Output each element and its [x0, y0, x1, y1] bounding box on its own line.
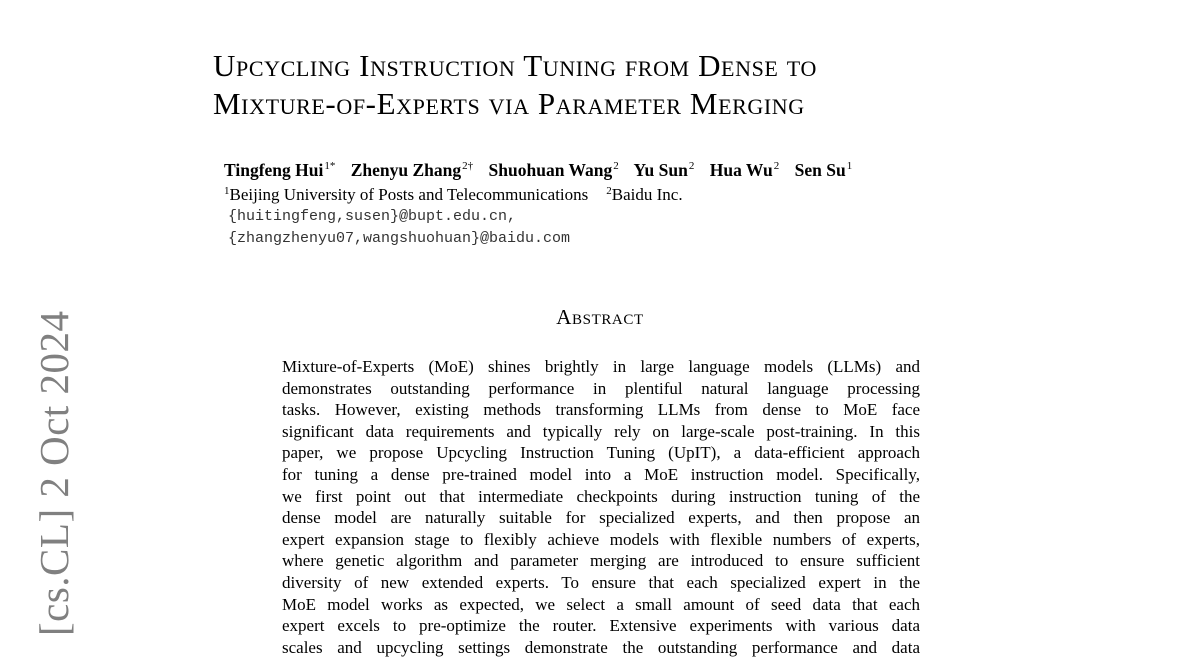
- author: Zhenyu Zhang$^{2\dagger}$: [350, 160, 474, 180]
- author-affiliation-mark: 1: [846, 160, 853, 172]
- affiliation-name: Beijing University of Posts and Telecommunications: [229, 185, 589, 204]
- author-list: [224, 160, 863, 181]
- abstract-heading: Abstract: [556, 305, 644, 329]
- abstract-body: [282, 356, 920, 658]
- author: Hua Wu$^2$: [709, 160, 780, 180]
- abstract-line: significant data requirements and typically rely on large-scale post-training. In this: [282, 421, 920, 441]
- abstract-line: expert expansion stage to flexibly achieve models with flexible numbers of experts,: [282, 529, 920, 549]
- author: Shuohuan Wang$^2$: [488, 160, 619, 180]
- abstract-line: demonstrates outstanding performance in plentiful natural language processing: [282, 378, 920, 398]
- paper-title: [213, 47, 817, 123]
- email-line: {zhangzhenyu07,wangshuohuan}@baidu.com: [228, 230, 571, 247]
- author: Tingfeng Hui$^{1*}$: [224, 160, 336, 180]
- email-line: {huitingfeng,susen}@bupt.edu.cn,: [228, 208, 517, 225]
- author-affiliation-mark: 1*: [324, 160, 336, 172]
- abstract-line: dense model are naturally suitable for specialized experts, and then propose an: [282, 508, 920, 528]
- abstract-line: scales and upcycling settings demonstrate the outstanding performance and data: [282, 637, 920, 657]
- author-affiliation-mark: 2: [613, 160, 619, 172]
- abstract-line: Mixture-of-Experts (MoE) shines brightly in large language models (LLMs) and: [282, 357, 920, 376]
- abstract-line: we first point out that intermediate checkpoints during instruction tuning of the: [282, 486, 920, 506]
- abstract-line: where genetic algorithm and parameter merging are introduced to ensure sufficient: [282, 551, 920, 571]
- abstract-line: MoE model works as expected, we select a small amount of seed data that each: [282, 594, 920, 614]
- author-affiliation-mark: 2†: [462, 160, 474, 172]
- author: Yu Sun$^2$: [633, 160, 695, 180]
- title-line-1: Upcycling Instruction Tuning from Dense to: [213, 48, 817, 83]
- author-affiliation-mark: 2: [688, 160, 695, 172]
- arxiv-identifier-stamp: [cs.CL] 2 Oct 2024: [31, 310, 77, 636]
- abstract-line: paper, we propose Upcycling Instruction Tuning (UpIT), a data-efficient approach: [282, 443, 920, 463]
- abstract-line: for tuning a dense pre-trained model into a MoE instruction model. Specifically,: [282, 464, 920, 484]
- author-affiliation-mark: 2: [773, 160, 780, 172]
- affiliation-name: Baidu Inc.: [611, 185, 683, 204]
- title-line-2: Mixture-of-Experts via Parameter Merging: [213, 86, 805, 121]
- author: Sen Su$^1$: [794, 160, 853, 180]
- abstract-line: tasks. However, existing methods transforming LLMs from dense to MoE face: [282, 400, 920, 420]
- affiliations: $^1$Beijing University of Posts and Telecommunications $^2$Baidu Inc.: [224, 185, 683, 204]
- abstract-line: expert excels to pre-optimize the router. Extensive experiments with various data: [282, 616, 920, 636]
- abstract-line: diversity of new extended experts. To ensure that each specialized expert in the: [282, 572, 920, 592]
